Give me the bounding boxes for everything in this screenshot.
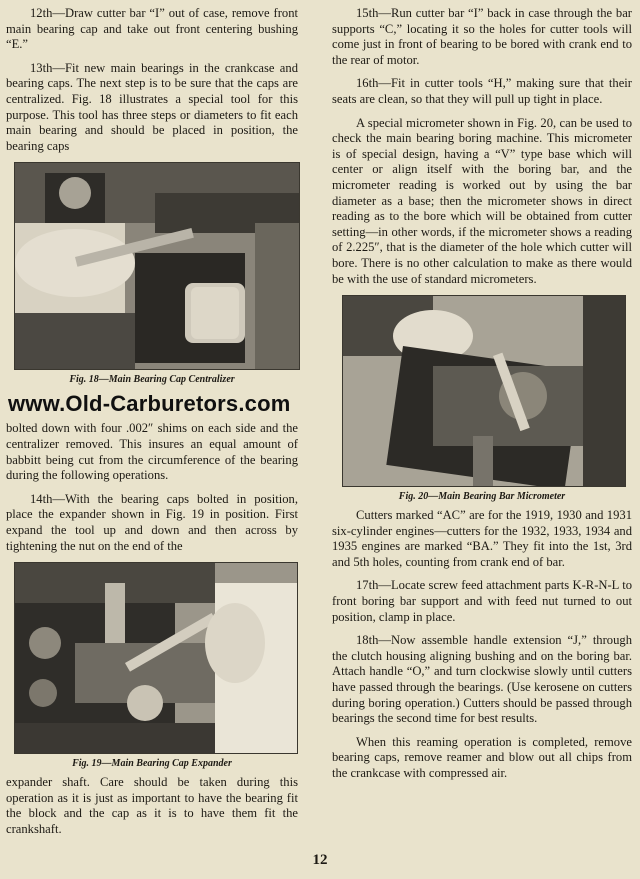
paragraph-step-16: 16th—Fit in cutter tools “H,” making sure that their seats are clean, so that they will pull up tight in place.	[332, 76, 632, 106]
photo-fig20-drawing	[343, 296, 625, 486]
paragraph-step-17: 17th—Locate screw feed attachment parts K-R-N-L to front boring bar support and with feed nut turned to out position, clamp in place.	[332, 578, 632, 624]
paragraph-micrometer: A special micrometer shown in Fig. 20, can be used to check the main bearing boring machine. This micrometer is of special design, having a “V” type base which will center or align itself with the boring bar, and the micrometer reading is worked out by using the bar diameter as a base; then the micrometer shows in direct reading as to the bore which will be obtained from cutter setting—in other words, if the micrometer shows a reading of 2.225″, that is the diameter of the hole which cutter will bore. There is no other calculation to make as there would be with the use of standard micrometers.	[332, 115, 632, 286]
paragraph-step-14: 14th—With the bearing caps bolted in position, place the expander shown in Fig. 19 in position. First expand the tool up and down and then across by tightening the nut on the end of the	[6, 491, 298, 553]
photo-bearing-bar-micrometer	[342, 295, 626, 487]
figure-20	[332, 295, 632, 502]
paragraph-shims: bolted down with four .002″ shims on each side and the centralizer removed. This insures an equal amount of babbitt being cut from the circumference of the bearing during the following operations.	[6, 421, 298, 483]
paragraph-step-15: 15th—Run cutter bar “I” back in case through the bar supports “C,” locating it so the holes for cutter tools will come just in front of bearing to be bored with crank end to the rear of motor.	[332, 6, 632, 67]
watermark-text: www.Old-Carburetors.com	[8, 391, 291, 417]
paragraph-step-18: 18th—Now assemble handle extension “J,” through the clutch housing aligning bushing and on the boring bar. Attach handle “O,” and turn clockwise slowly until cutters have passed through the bearings. (Use kerosene on cutters during boring operation.) Cutters should be passed through bearings the second time for best results.	[332, 633, 632, 726]
figure-18	[6, 162, 298, 385]
paragraph-cutters: Cutters marked “AC” are for the 1919, 1930 and 1931 six-cylinder engines—cutters for the 1932, 1933, 1934 and 1935 engines are marked “BA.” They fit into the 1st, 3rd and 5th holes, counting from crank end of bar.	[332, 508, 632, 569]
left-column	[6, 6, 298, 845]
photo-fig18-drawing	[15, 163, 299, 369]
right-column	[332, 6, 632, 790]
paragraph-step-12: 12th—Draw cutter bar “I” out of case, remove front main bearing cap and take out front centering bushing “E.”	[6, 6, 298, 52]
paragraph-reaming-complete: When this reaming operation is completed, remove bearing caps, remove reamer and blow out all chips from the crankcase with compressed air.	[332, 734, 632, 780]
figure-19	[6, 562, 298, 769]
figure-18-caption: Fig. 18—Main Bearing Cap Centralizer	[69, 374, 235, 386]
paragraph-step-13: 13th—Fit new main bearings in the crankcase and bearing caps. The next step is to be sure that the caps are centralized. Fig. 18 illustrates a special tool for this purpose. This tool has three steps or diameters to fit each main bearing and should be placed in position, the bearing caps	[6, 60, 298, 153]
photo-bearing-cap-centralizer	[14, 162, 300, 370]
photo-bearing-cap-expander	[14, 562, 298, 754]
page-number: 12	[312, 852, 328, 868]
photo-fig19-drawing	[15, 563, 297, 753]
paragraph-expander-shaft: expander shaft. Care should be taken during this operation as it is just as important to have the bearing fit the block and the cap as it is to have them fit the crankshaft.	[6, 775, 298, 836]
figure-20-caption: Fig. 20—Main Bearing Bar Micrometer	[398, 491, 566, 503]
figure-19-caption: Fig. 19—Main Bearing Cap Expander	[72, 758, 232, 770]
